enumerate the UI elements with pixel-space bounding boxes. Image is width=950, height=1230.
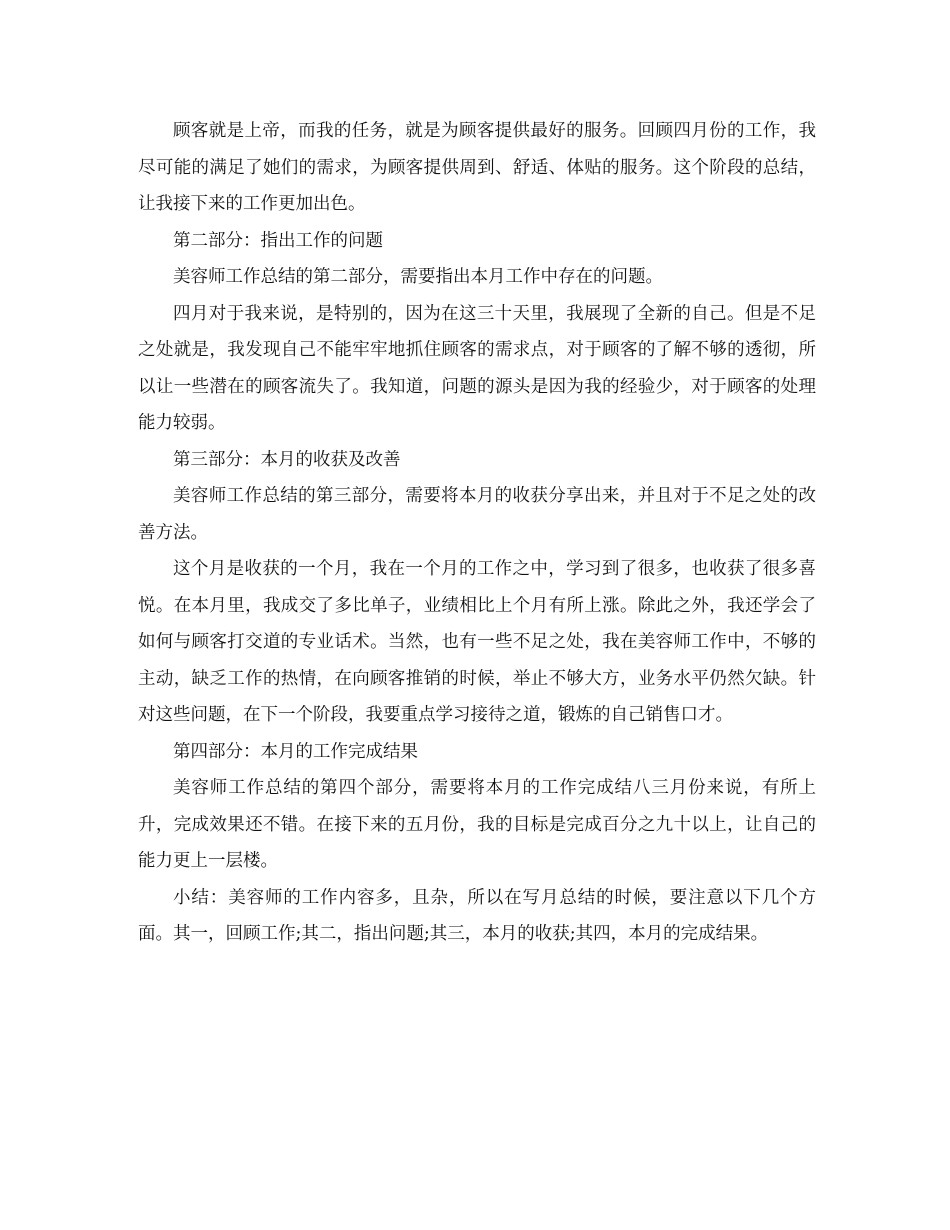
summary-paragraph: 小结：美容师的工作内容多，且杂，所以在写月总结的时候，要注意以下几个方面。其一，回顾工作;其二，指出问题;其三，本月的收获;其四，本月的完成结果。 [138, 887, 816, 944]
part-four-body-paragraph: 美容师工作总结的第四个部分，需要将本月的工作完成结八三月份来说，有所上升，完成效果还不错。在接下来的五月份，我的目标是完成百分之九十以上，让自己的能力更上一层楼。 [138, 778, 816, 871]
part-two-intro-paragraph: 美容师工作总结的第二部分，需要指出本月工作中存在的问题。 [173, 267, 663, 287]
part-three-body-paragraph: 这个月是收获的一个月，我在一个月的工作之中，学习到了很多，也收获了很多喜悦。在本月里，我成交了多比单子，业绩相比上个月有所上涨。除此之外，我还学会了如何与顾客打交道的专业话术。当然，也有一些不足之处，我在美容师工作中，不够的主动，缺乏工作的热情，在向顾客推销的时候，举止不够大方，业务水平仍然欠缺。针对这些问题，在下一个阶段，我要重点学习接待之道，锻炼的自己销售口才。 [138, 559, 816, 725]
intro-paragraph: 顾客就是上帝，而我的任务，就是为顾客提供最好的服务。回顾四月份的工作，我尽可能的满足了她们的需求，为顾客提供周到、舒适、体贴的服务。这个阶段的总结，让我接下来的工作更加出色。 [138, 121, 816, 214]
section-heading-part-three: 第三部分：本月的收获及改善 [173, 449, 401, 470]
section-heading-part-two: 第二部分：指出工作的问题 [173, 230, 383, 251]
document-page [138, 113, 816, 953]
part-two-body-paragraph: 四月对于我来说，是特别的，因为在这三十天里，我展现了全新的自己。但是不足之处就是，我发现自己不能牢牢地抓住顾客的需求点，对于顾客的了解不够的透彻，所以让一些潜在的顾客流失了。我知道，问题的源头是因为我的经验少，对于顾客的处理能力较弱。 [138, 303, 816, 433]
part-three-intro-paragraph: 美容师工作总结的第三部分，需要将本月的收获分享出来，并且对于不足之处的改善方法。 [138, 486, 816, 543]
section-heading-part-four: 第四部分：本月的工作完成结果 [173, 741, 418, 762]
